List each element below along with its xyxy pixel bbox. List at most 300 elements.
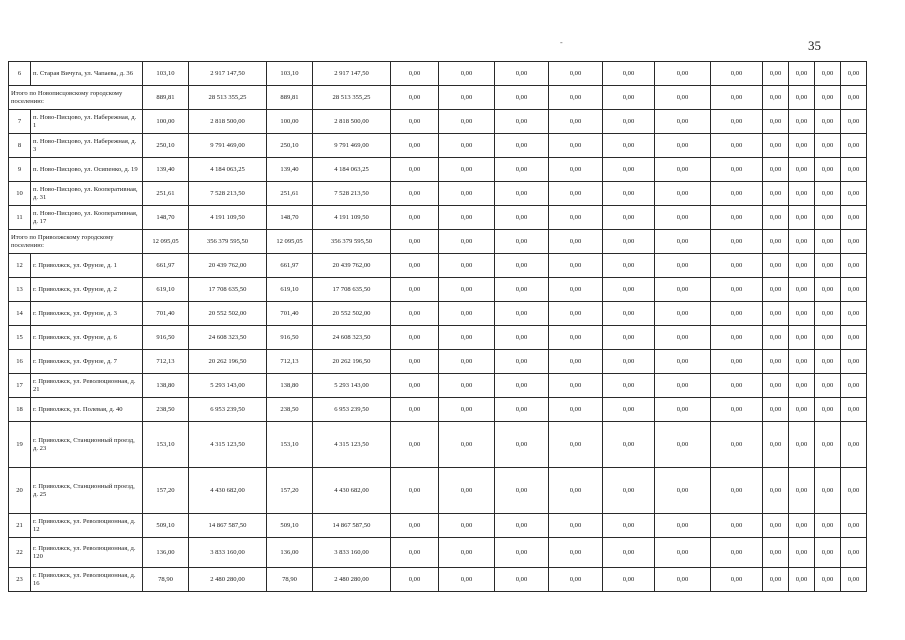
- table-row: [9, 326, 867, 350]
- table-row: [9, 568, 867, 592]
- zero-value-cell: 0,00: [841, 302, 867, 326]
- zero-value-cell: 0,00: [655, 568, 711, 592]
- zero-value-cell: 0,00: [815, 182, 841, 206]
- cost-cell: 5 293 143,00: [313, 374, 391, 398]
- zero-value-cell: 0,00: [763, 86, 789, 110]
- table-row: [9, 110, 867, 134]
- zero-value-cell: 0,00: [495, 326, 549, 350]
- zero-value-cell: 0,00: [789, 568, 815, 592]
- row-number: 21: [9, 514, 31, 538]
- area-cell: 238,50: [267, 398, 313, 422]
- cost-total-cell: 24 608 323,50: [189, 326, 267, 350]
- address-cell: п. Старая Вичуга, ул. Чапаева, д. 36: [31, 62, 143, 86]
- zero-value-cell: 0,00: [439, 350, 495, 374]
- zero-value-cell: 0,00: [815, 568, 841, 592]
- zero-value-cell: 0,00: [789, 254, 815, 278]
- subtotal-row: [9, 86, 867, 110]
- cost-cell: 17 708 635,50: [313, 278, 391, 302]
- zero-value-cell: 0,00: [603, 350, 655, 374]
- zero-value-cell: 0,00: [841, 398, 867, 422]
- zero-value-cell: 0,00: [789, 158, 815, 182]
- area-cell: 251,61: [267, 182, 313, 206]
- table-row: [9, 468, 867, 514]
- zero-value-cell: 0,00: [789, 302, 815, 326]
- area-cell: 100,00: [267, 110, 313, 134]
- zero-value-cell: 0,00: [815, 302, 841, 326]
- zero-value-cell: 0,00: [763, 568, 789, 592]
- area-total-cell: 238,50: [143, 398, 189, 422]
- zero-value-cell: 0,00: [603, 110, 655, 134]
- subtotal-label: Итого по Новописцовскому городскому поселению:: [9, 86, 143, 110]
- zero-value-cell: 0,00: [763, 62, 789, 86]
- address-cell: г. Приволжск, ул. Фрунзе, д. 6: [31, 326, 143, 350]
- zero-value-cell: 0,00: [711, 398, 763, 422]
- zero-value-cell: 0,00: [655, 134, 711, 158]
- zero-value-cell: 0,00: [603, 468, 655, 514]
- zero-value-cell: 0,00: [763, 326, 789, 350]
- cost-cell: 28 513 355,25: [313, 86, 391, 110]
- zero-value-cell: 0,00: [763, 206, 789, 230]
- table-row: [9, 350, 867, 374]
- zero-value-cell: 0,00: [841, 158, 867, 182]
- zero-value-cell: 0,00: [789, 398, 815, 422]
- zero-value-cell: 0,00: [391, 326, 439, 350]
- zero-value-cell: 0,00: [841, 230, 867, 254]
- zero-value-cell: 0,00: [815, 158, 841, 182]
- table-row: [9, 422, 867, 468]
- zero-value-cell: 0,00: [603, 86, 655, 110]
- cost-total-cell: 2 818 500,00: [189, 110, 267, 134]
- zero-value-cell: 0,00: [789, 110, 815, 134]
- cost-cell: 20 439 762,00: [313, 254, 391, 278]
- zero-value-cell: 0,00: [655, 398, 711, 422]
- zero-value-cell: 0,00: [439, 326, 495, 350]
- area-total-cell: 712,13: [143, 350, 189, 374]
- zero-value-cell: 0,00: [603, 568, 655, 592]
- row-number: 22: [9, 538, 31, 568]
- area-cell: 889,81: [267, 86, 313, 110]
- zero-value-cell: 0,00: [549, 206, 603, 230]
- address-cell: г. Приволжск, ул. Фрунзе, д. 2: [31, 278, 143, 302]
- zero-value-cell: 0,00: [603, 398, 655, 422]
- zero-value-cell: 0,00: [789, 230, 815, 254]
- zero-value-cell: 0,00: [655, 110, 711, 134]
- address-cell: г. Приволжск, Станционный проезд, д. 23: [31, 422, 143, 468]
- zero-value-cell: 0,00: [603, 374, 655, 398]
- cost-cell: 24 608 323,50: [313, 326, 391, 350]
- zero-value-cell: 0,00: [711, 230, 763, 254]
- cost-cell: 2 818 500,00: [313, 110, 391, 134]
- zero-value-cell: 0,00: [711, 422, 763, 468]
- zero-value-cell: 0,00: [815, 374, 841, 398]
- cost-cell: 7 528 213,50: [313, 182, 391, 206]
- cost-cell: 4 315 123,50: [313, 422, 391, 468]
- zero-value-cell: 0,00: [789, 468, 815, 514]
- zero-value-cell: 0,00: [789, 514, 815, 538]
- area-total-cell: 916,50: [143, 326, 189, 350]
- zero-value-cell: 0,00: [841, 326, 867, 350]
- zero-value-cell: 0,00: [815, 278, 841, 302]
- zero-value-cell: 0,00: [815, 62, 841, 86]
- table-row: [9, 158, 867, 182]
- row-number: 14: [9, 302, 31, 326]
- zero-value-cell: 0,00: [603, 206, 655, 230]
- zero-value-cell: 0,00: [655, 374, 711, 398]
- zero-value-cell: 0,00: [789, 206, 815, 230]
- address-cell: п. Ново-Писцово, ул. Набережная, д. 1: [31, 110, 143, 134]
- address-cell: п. Ново-Писцово, ул. Кооперативная, д. 17: [31, 206, 143, 230]
- table-row: [9, 254, 867, 278]
- zero-value-cell: 0,00: [439, 86, 495, 110]
- zero-value-cell: 0,00: [391, 158, 439, 182]
- page-number: 35: [808, 38, 821, 53]
- zero-value-cell: 0,00: [789, 278, 815, 302]
- zero-value-cell: 0,00: [815, 514, 841, 538]
- zero-value-cell: 0,00: [655, 62, 711, 86]
- zero-value-cell: 0,00: [711, 468, 763, 514]
- zero-value-cell: 0,00: [841, 110, 867, 134]
- row-number: 15: [9, 326, 31, 350]
- zero-value-cell: 0,00: [655, 158, 711, 182]
- zero-value-cell: 0,00: [711, 350, 763, 374]
- zero-value-cell: 0,00: [841, 374, 867, 398]
- area-total-cell: 661,97: [143, 254, 189, 278]
- row-number: 7: [9, 110, 31, 134]
- zero-value-cell: 0,00: [549, 158, 603, 182]
- zero-value-cell: 0,00: [439, 568, 495, 592]
- area-cell: 153,10: [267, 422, 313, 468]
- cost-cell: 356 379 595,50: [313, 230, 391, 254]
- zero-value-cell: 0,00: [789, 86, 815, 110]
- cost-cell: 3 833 160,00: [313, 538, 391, 568]
- zero-value-cell: 0,00: [815, 86, 841, 110]
- zero-value-cell: 0,00: [495, 158, 549, 182]
- zero-value-cell: 0,00: [391, 302, 439, 326]
- cost-total-cell: 2 480 280,00: [189, 568, 267, 592]
- zero-value-cell: 0,00: [549, 134, 603, 158]
- cost-total-cell: 9 791 469,00: [189, 134, 267, 158]
- zero-value-cell: 0,00: [439, 254, 495, 278]
- cost-cell: 4 184 063,25: [313, 158, 391, 182]
- zero-value-cell: 0,00: [495, 302, 549, 326]
- zero-value-cell: 0,00: [815, 422, 841, 468]
- zero-value-cell: 0,00: [603, 422, 655, 468]
- zero-value-cell: 0,00: [711, 254, 763, 278]
- zero-value-cell: 0,00: [655, 422, 711, 468]
- cost-total-cell: 17 708 635,50: [189, 278, 267, 302]
- zero-value-cell: 0,00: [841, 278, 867, 302]
- zero-value-cell: 0,00: [815, 134, 841, 158]
- zero-value-cell: 0,00: [711, 538, 763, 568]
- zero-value-cell: 0,00: [549, 254, 603, 278]
- row-number: 13: [9, 278, 31, 302]
- area-total-cell: 889,81: [143, 86, 189, 110]
- zero-value-cell: 0,00: [495, 230, 549, 254]
- zero-value-cell: 0,00: [391, 278, 439, 302]
- table-row: [9, 374, 867, 398]
- zero-value-cell: 0,00: [495, 206, 549, 230]
- cost-total-cell: 356 379 595,50: [189, 230, 267, 254]
- row-number: 23: [9, 568, 31, 592]
- zero-value-cell: 0,00: [763, 514, 789, 538]
- table-row: [9, 302, 867, 326]
- cost-total-cell: 20 262 196,50: [189, 350, 267, 374]
- zero-value-cell: 0,00: [439, 422, 495, 468]
- area-cell: 916,50: [267, 326, 313, 350]
- zero-value-cell: 0,00: [391, 398, 439, 422]
- zero-value-cell: 0,00: [655, 514, 711, 538]
- zero-value-cell: 0,00: [841, 468, 867, 514]
- zero-value-cell: 0,00: [439, 398, 495, 422]
- subtotal-label: Итого по Приволжскому городскому поселению:: [9, 230, 143, 254]
- zero-value-cell: 0,00: [711, 206, 763, 230]
- zero-value-cell: 0,00: [549, 350, 603, 374]
- area-total-cell: 148,70: [143, 206, 189, 230]
- zero-value-cell: 0,00: [763, 182, 789, 206]
- zero-value-cell: 0,00: [495, 62, 549, 86]
- zero-value-cell: 0,00: [603, 158, 655, 182]
- zero-value-cell: 0,00: [815, 326, 841, 350]
- zero-value-cell: 0,00: [603, 230, 655, 254]
- area-total-cell: 139,40: [143, 158, 189, 182]
- table-row: [9, 134, 867, 158]
- area-cell: 619,10: [267, 278, 313, 302]
- zero-value-cell: 0,00: [495, 422, 549, 468]
- zero-value-cell: 0,00: [495, 182, 549, 206]
- zero-value-cell: 0,00: [391, 134, 439, 158]
- zero-value-cell: 0,00: [549, 374, 603, 398]
- zero-value-cell: 0,00: [391, 468, 439, 514]
- zero-value-cell: 0,00: [841, 62, 867, 86]
- zero-value-cell: 0,00: [655, 182, 711, 206]
- area-cell: 136,00: [267, 538, 313, 568]
- zero-value-cell: 0,00: [439, 182, 495, 206]
- zero-value-cell: 0,00: [815, 398, 841, 422]
- cost-cell: 20 552 502,00: [313, 302, 391, 326]
- zero-value-cell: 0,00: [495, 374, 549, 398]
- area-total-cell: 701,40: [143, 302, 189, 326]
- zero-value-cell: 0,00: [603, 134, 655, 158]
- zero-value-cell: 0,00: [549, 302, 603, 326]
- table-row: [9, 62, 867, 86]
- zero-value-cell: 0,00: [815, 206, 841, 230]
- zero-value-cell: 0,00: [495, 350, 549, 374]
- area-total-cell: 509,10: [143, 514, 189, 538]
- zero-value-cell: 0,00: [763, 254, 789, 278]
- zero-value-cell: 0,00: [711, 134, 763, 158]
- area-total-cell: 12 095,05: [143, 230, 189, 254]
- zero-value-cell: 0,00: [439, 230, 495, 254]
- zero-value-cell: 0,00: [439, 206, 495, 230]
- row-number: 10: [9, 182, 31, 206]
- zero-value-cell: 0,00: [763, 302, 789, 326]
- zero-value-cell: 0,00: [655, 278, 711, 302]
- zero-value-cell: 0,00: [841, 86, 867, 110]
- area-total-cell: 153,10: [143, 422, 189, 468]
- row-number: 6: [9, 62, 31, 86]
- table-row: [9, 514, 867, 538]
- zero-value-cell: 0,00: [841, 206, 867, 230]
- zero-value-cell: 0,00: [549, 86, 603, 110]
- row-number: 16: [9, 350, 31, 374]
- zero-value-cell: 0,00: [391, 62, 439, 86]
- row-number: 12: [9, 254, 31, 278]
- row-number: 18: [9, 398, 31, 422]
- cost-total-cell: 20 552 502,00: [189, 302, 267, 326]
- cost-total-cell: 7 528 213,50: [189, 182, 267, 206]
- cost-cell: 2 917 147,50: [313, 62, 391, 86]
- zero-value-cell: 0,00: [495, 110, 549, 134]
- zero-value-cell: 0,00: [841, 350, 867, 374]
- zero-value-cell: 0,00: [391, 182, 439, 206]
- address-cell: г. Приволжск, ул. Фрунзе, д. 7: [31, 350, 143, 374]
- table-row: [9, 278, 867, 302]
- area-cell: 12 095,05: [267, 230, 313, 254]
- zero-value-cell: 0,00: [495, 468, 549, 514]
- cost-total-cell: 2 917 147,50: [189, 62, 267, 86]
- address-cell: г. Приволжск, ул. Революционная, д. 12: [31, 514, 143, 538]
- zero-value-cell: 0,00: [603, 62, 655, 86]
- zero-value-cell: 0,00: [549, 514, 603, 538]
- zero-value-cell: 0,00: [549, 468, 603, 514]
- zero-value-cell: 0,00: [841, 568, 867, 592]
- table-row: [9, 206, 867, 230]
- zero-value-cell: 0,00: [655, 468, 711, 514]
- zero-value-cell: 0,00: [603, 302, 655, 326]
- area-cell: 139,40: [267, 158, 313, 182]
- zero-value-cell: 0,00: [655, 230, 711, 254]
- cost-total-cell: 5 293 143,00: [189, 374, 267, 398]
- zero-value-cell: 0,00: [841, 514, 867, 538]
- address-cell: п. Ново-Писцово, ул. Кооперативная, д. 31: [31, 182, 143, 206]
- zero-value-cell: 0,00: [815, 230, 841, 254]
- zero-value-cell: 0,00: [655, 538, 711, 568]
- zero-value-cell: 0,00: [439, 134, 495, 158]
- subtotal-row: [9, 230, 867, 254]
- cost-cell: 2 480 280,00: [313, 568, 391, 592]
- zero-value-cell: 0,00: [841, 538, 867, 568]
- zero-value-cell: 0,00: [763, 538, 789, 568]
- zero-value-cell: 0,00: [763, 110, 789, 134]
- zero-value-cell: 0,00: [391, 514, 439, 538]
- area-cell: 78,90: [267, 568, 313, 592]
- cost-cell: 4 430 682,00: [313, 468, 391, 514]
- zero-value-cell: 0,00: [549, 62, 603, 86]
- zero-value-cell: 0,00: [439, 278, 495, 302]
- zero-value-cell: 0,00: [391, 350, 439, 374]
- cost-cell: 9 791 469,00: [313, 134, 391, 158]
- address-cell: г. Приволжск, ул. Полевая, д. 40: [31, 398, 143, 422]
- cost-total-cell: 4 430 682,00: [189, 468, 267, 514]
- zero-value-cell: 0,00: [711, 158, 763, 182]
- zero-value-cell: 0,00: [711, 278, 763, 302]
- cost-total-cell: 6 953 239,50: [189, 398, 267, 422]
- zero-value-cell: 0,00: [439, 302, 495, 326]
- area-cell: 138,80: [267, 374, 313, 398]
- area-cell: 250,10: [267, 134, 313, 158]
- area-cell: 148,70: [267, 206, 313, 230]
- zero-value-cell: 0,00: [439, 158, 495, 182]
- zero-value-cell: 0,00: [763, 134, 789, 158]
- zero-value-cell: 0,00: [841, 254, 867, 278]
- zero-value-cell: 0,00: [391, 568, 439, 592]
- area-total-cell: 103,10: [143, 62, 189, 86]
- zero-value-cell: 0,00: [841, 134, 867, 158]
- zero-value-cell: 0,00: [391, 254, 439, 278]
- zero-value-cell: 0,00: [815, 468, 841, 514]
- cost-cell: 6 953 239,50: [313, 398, 391, 422]
- zero-value-cell: 0,00: [391, 374, 439, 398]
- zero-value-cell: 0,00: [495, 254, 549, 278]
- table-row: [9, 182, 867, 206]
- zero-value-cell: 0,00: [603, 514, 655, 538]
- row-number: 17: [9, 374, 31, 398]
- zero-value-cell: 0,00: [391, 206, 439, 230]
- address-cell: г. Приволжск, ул. Революционная, д. 120: [31, 538, 143, 568]
- zero-value-cell: 0,00: [439, 538, 495, 568]
- zero-value-cell: 0,00: [763, 398, 789, 422]
- zero-value-cell: 0,00: [549, 182, 603, 206]
- zero-value-cell: 0,00: [655, 206, 711, 230]
- zero-value-cell: 0,00: [711, 110, 763, 134]
- zero-value-cell: 0,00: [391, 86, 439, 110]
- cost-cell: 4 191 109,50: [313, 206, 391, 230]
- zero-value-cell: 0,00: [603, 326, 655, 350]
- row-number: 19: [9, 422, 31, 468]
- area-total-cell: 157,20: [143, 468, 189, 514]
- area-total-cell: 100,00: [143, 110, 189, 134]
- zero-value-cell: 0,00: [495, 398, 549, 422]
- zero-value-cell: 0,00: [603, 182, 655, 206]
- zero-value-cell: 0,00: [711, 568, 763, 592]
- zero-value-cell: 0,00: [655, 254, 711, 278]
- address-cell: г. Приволжск, ул. Революционная, д. 21: [31, 374, 143, 398]
- area-total-cell: 619,10: [143, 278, 189, 302]
- zero-value-cell: 0,00: [495, 278, 549, 302]
- row-number: 20: [9, 468, 31, 514]
- zero-value-cell: 0,00: [495, 538, 549, 568]
- zero-value-cell: 0,00: [439, 62, 495, 86]
- zero-value-cell: 0,00: [763, 422, 789, 468]
- zero-value-cell: 0,00: [655, 302, 711, 326]
- address-cell: п. Ново-Писцово, ул. Осипенко, д. 19: [31, 158, 143, 182]
- zero-value-cell: 0,00: [603, 254, 655, 278]
- address-cell: п. Ново-Писцово, ул. Набережная, д. 3: [31, 134, 143, 158]
- zero-value-cell: 0,00: [391, 538, 439, 568]
- area-total-cell: 136,00: [143, 538, 189, 568]
- area-cell: 661,97: [267, 254, 313, 278]
- address-cell: г. Приволжск, ул. Революционная, д. 16: [31, 568, 143, 592]
- table-row: [9, 398, 867, 422]
- zero-value-cell: 0,00: [549, 538, 603, 568]
- zero-value-cell: 0,00: [391, 422, 439, 468]
- zero-value-cell: 0,00: [789, 422, 815, 468]
- zero-value-cell: 0,00: [815, 110, 841, 134]
- zero-value-cell: 0,00: [763, 158, 789, 182]
- cost-total-cell: 4 315 123,50: [189, 422, 267, 468]
- row-number: 8: [9, 134, 31, 158]
- zero-value-cell: 0,00: [711, 62, 763, 86]
- cost-total-cell: 14 867 587,50: [189, 514, 267, 538]
- area-total-cell: 78,90: [143, 568, 189, 592]
- table-body: [9, 62, 867, 592]
- cost-total-cell: 20 439 762,00: [189, 254, 267, 278]
- zero-value-cell: 0,00: [789, 182, 815, 206]
- zero-value-cell: 0,00: [603, 278, 655, 302]
- zero-value-cell: 0,00: [439, 374, 495, 398]
- zero-value-cell: 0,00: [789, 374, 815, 398]
- zero-value-cell: 0,00: [391, 110, 439, 134]
